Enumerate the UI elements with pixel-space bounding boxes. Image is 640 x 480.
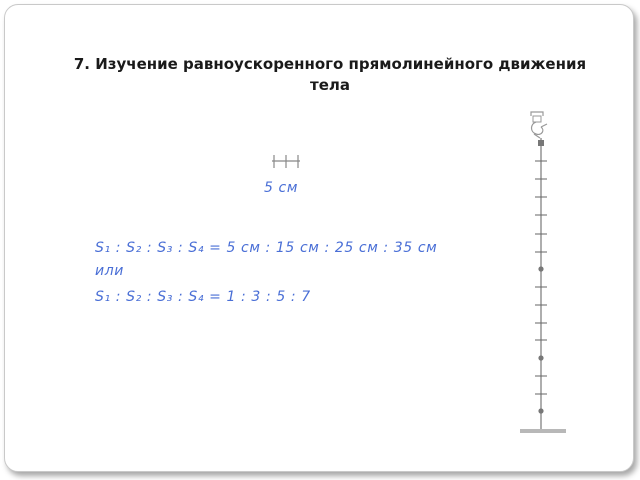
ratio-line-or: или <box>95 263 124 279</box>
marker-3 <box>538 355 543 360</box>
slide-title: 7. Изучение равноускоренного прямолинейного движения тела <box>73 55 587 94</box>
marker-4 <box>538 408 543 413</box>
clamp-icon <box>531 112 547 138</box>
scale-label: 5 см <box>264 180 299 196</box>
ratio-line-cm: S₁ : S₂ : S₃ : S₄ = 5 см : 15 см : 25 см : 35 см <box>95 240 438 256</box>
ratio-line-numbers: S₁ : S₂ : S₃ : S₄ = 1 : 3 : 5 : 7 <box>95 289 311 305</box>
scale-bar-icon <box>272 155 300 168</box>
vertical-rod-icon <box>520 138 566 433</box>
stand-base <box>520 429 566 433</box>
marker-2 <box>538 266 543 271</box>
marker-start <box>538 140 544 146</box>
